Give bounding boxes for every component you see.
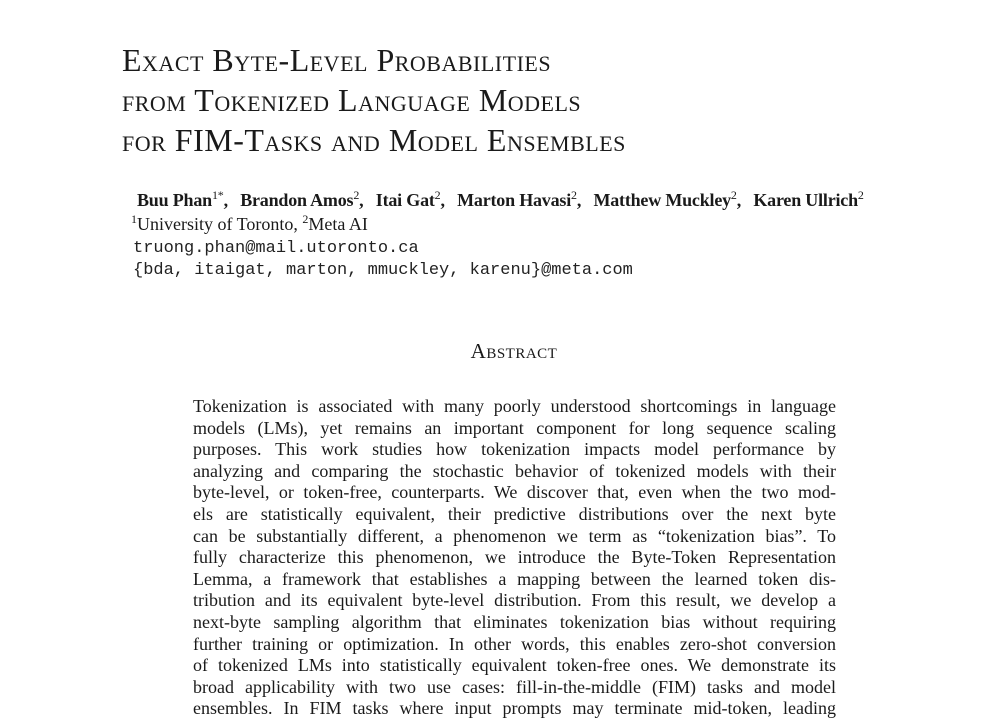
author: Marton Havasi$^2$, xyxy=(457,188,582,210)
abstract-line: of tokenized LMs into statistically equivalent token-free ones. We demonstrate its xyxy=(193,655,836,676)
paper-title xyxy=(122,40,982,160)
author-affiliation-mark: 2 xyxy=(857,188,864,202)
author-list xyxy=(137,190,997,211)
abstract-body xyxy=(193,396,836,720)
abstract-line: Tokenization is associated with many poorly understood shortcomings in language xyxy=(193,396,836,416)
abstract-heading: Abstract xyxy=(470,339,558,363)
author-name: Brandon Amos xyxy=(240,190,354,210)
author: Itai Gat$^2$, xyxy=(375,188,445,210)
abstract-line: Lemma, a framework that establishes a mapping between the learned token dis- xyxy=(193,568,836,589)
abstract-line: byte-level, or token-free, counterparts. We discover that, even when the two mod- xyxy=(193,482,836,503)
affiliations xyxy=(131,214,368,235)
author-affiliation-mark: 1* xyxy=(211,188,224,202)
title-line-1: Exact Byte-Level Probabilities xyxy=(122,42,552,78)
abstract-line: ensembles. In FIM tasks where input prompts may terminate mid-token, leading xyxy=(193,698,836,719)
author-name: Itai Gat xyxy=(375,190,435,210)
abstract-line: next-byte sampling algorithm that eliminates tokenization bias without requiring xyxy=(193,611,836,632)
author-name: Karen Ullrich xyxy=(753,190,858,210)
abstract-line: models (LMs), yet remains an important component for long sequence scaling xyxy=(193,417,836,438)
author-affiliation-mark: 2 xyxy=(730,188,737,202)
author: Buu Phan$^{1*}$, xyxy=(137,188,228,210)
author: Brandon Amos$^2$, xyxy=(240,188,364,210)
affiliation-mark: 2 xyxy=(302,212,309,226)
author: Matthew Muckley$^2$, xyxy=(593,188,742,210)
email-line: truong.phan@mail.utoronto.ca xyxy=(133,239,419,258)
affiliation-institution: University of Toronto, xyxy=(137,214,303,234)
author-affiliation-mark: 2 xyxy=(571,188,577,202)
author-affiliation-mark: 2 xyxy=(434,188,441,202)
author xyxy=(753,190,863,210)
affiliation-mark: 1 xyxy=(131,212,137,226)
title-line-2: from Tokenized Language Models xyxy=(122,82,582,118)
abstract-line: els are statistically equivalent, their predictive distributions over the next byte xyxy=(193,503,836,524)
abstract-line: further training or optimization. In other words, this enables zero-shot conversion xyxy=(193,633,836,654)
author-name: Marton Havasi xyxy=(457,190,571,210)
abstract-line: can be substantially different, a phenomenon we term as “tokenization bias”. To xyxy=(193,525,836,546)
affiliation-institution: Meta AI xyxy=(308,214,368,234)
abstract-line: fully characterize this phenomenon, we introduce the Byte-Token Representation xyxy=(193,547,836,568)
author-affiliation-mark: 2 xyxy=(353,188,360,202)
email-line: {bda, itaigat, marton, mmuckley, karenu}@meta.com xyxy=(133,261,633,280)
title-line-3: for FIM-Tasks and Model Ensembles xyxy=(122,122,626,158)
author-name: Matthew Muckley xyxy=(593,190,731,210)
author-name: Buu Phan xyxy=(137,190,212,210)
abstract-line: broad applicability with two use cases: fill-in-the-middle (FIM) tasks and model xyxy=(193,676,836,697)
abstract-line: analyzing and comparing the stochastic behavior of tokenized models with their xyxy=(193,460,836,481)
abstract-line: tribution and its equivalent byte-level distribution. From this result, we develop a xyxy=(193,590,836,611)
abstract-line: purposes. This work studies how tokenization impacts model performance by xyxy=(193,439,836,460)
